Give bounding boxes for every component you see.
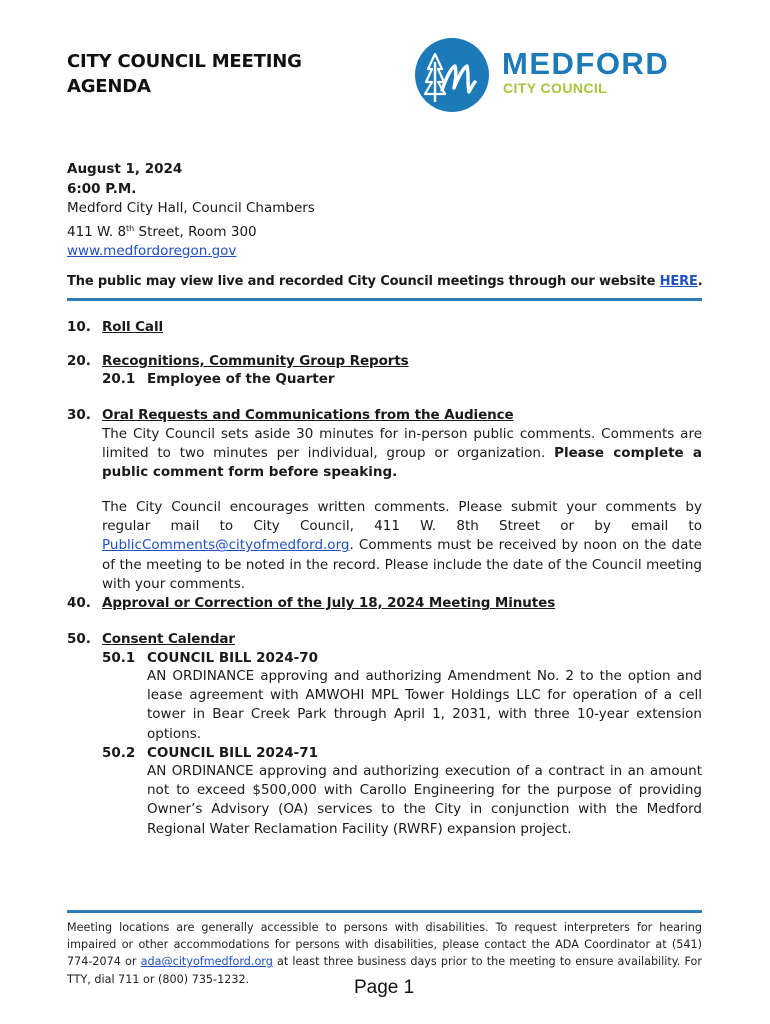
item-heading: Approval or Correction of the July 18, 2024 Meeting Minutes (102, 595, 556, 611)
item-heading: Oral Requests and Communications from the Audience (102, 407, 514, 423)
medford-logo-icon (415, 38, 489, 112)
title-line-2: AGENDA (67, 76, 151, 97)
meeting-location: Medford City Hall, Council Chambers (67, 200, 315, 216)
meeting-address: 411 W. 8th Street, Room 300 (67, 223, 257, 240)
title-line-1: CITY COUNCIL MEETING (67, 51, 302, 72)
meeting-details (67, 160, 315, 262)
public-viewing-notice: The public may view live and recorded City Council meetings through our website HERE. (67, 274, 703, 289)
public-comment-paragraph: The City Council sets aside 30 minutes for in-person public comments. Comments are limited to two minutes per individual, group or organization. Please complete a public comment form before speaking. (102, 426, 703, 481)
page-title (67, 49, 302, 99)
here-link[interactable]: HERE (659, 274, 698, 289)
subitem-number: 50.1 (102, 650, 136, 666)
subitem-title: Employee of the Quarter (147, 371, 335, 387)
brand-subtitle: CITY COUNCIL (503, 80, 608, 96)
subitem-number: 50.2 (102, 745, 136, 761)
website-link[interactable]: www.medfordoregon.gov (67, 243, 237, 259)
council-bill-70-description: AN ORDINANCE approving and authorizing Amendment No. 2 to the option and lease agreement with AMWOHI MPL Tower Holdings LLC for operation of a cell tower in Bear Creek Park through April 1, 2031, with three 10-year extension options. (147, 668, 702, 742)
item-number: 50. (67, 631, 91, 647)
meeting-time: 6:00 P.M. (67, 180, 137, 197)
item-heading: Recognitions, Community Group Reports (102, 353, 409, 369)
council-bill-71-description: AN ORDINANCE approving and authorizing execution of a contract in an amount not to exceed $500,000 with Carollo Engineering for the purpose of providing Owner’s Advisory (OA) services to the City in conjunction with the Medford Regional Water Reclamation Facility (RWRF) expansion project. (147, 763, 702, 837)
page-number: Page 1 (354, 977, 415, 998)
item-number: 40. (67, 595, 91, 611)
header-divider (67, 298, 702, 301)
item-heading: Roll Call (102, 319, 163, 335)
ada-email-link[interactable]: ada@cityofmedford.org (140, 955, 273, 969)
item-number: 30. (67, 407, 91, 423)
public-comments-email-link[interactable]: PublicComments@cityofmedford.org (102, 537, 350, 554)
item-number: 20. (67, 353, 91, 369)
written-comment-paragraph: The City Council encourages written comments. Please submit your comments by regular mail to City Council, 411 W. 8th Street or by email to PublicComments@cityofmedford.org. Comments must be received by noon on the date of the meeting to be noted in the record. Please include the date of the Council meeting with your comments. (102, 499, 702, 592)
meeting-date: August 1, 2024 (67, 161, 183, 177)
item-number: 10. (67, 319, 91, 335)
subitem-title: COUNCIL BILL 2024-71 (147, 745, 319, 761)
subitem-number: 20.1 (102, 371, 136, 387)
footer-divider (67, 910, 702, 913)
item-heading: Consent Calendar (102, 631, 235, 647)
subitem-title: COUNCIL BILL 2024-70 (147, 650, 319, 666)
brand-name: MEDFORD (502, 46, 670, 81)
accessibility-footer: Meeting locations are generally accessible to persons with disabilities. To request interpreters for hearing impaired or other accommodations for persons with disabilities, please contact the ADA Coordinator at (541) 774-2074 or ada@cityofmedford.org at least three business days prior to the meeting to ensure availability. For TTY, dial 711 or (800) 735-1232. (67, 921, 702, 986)
